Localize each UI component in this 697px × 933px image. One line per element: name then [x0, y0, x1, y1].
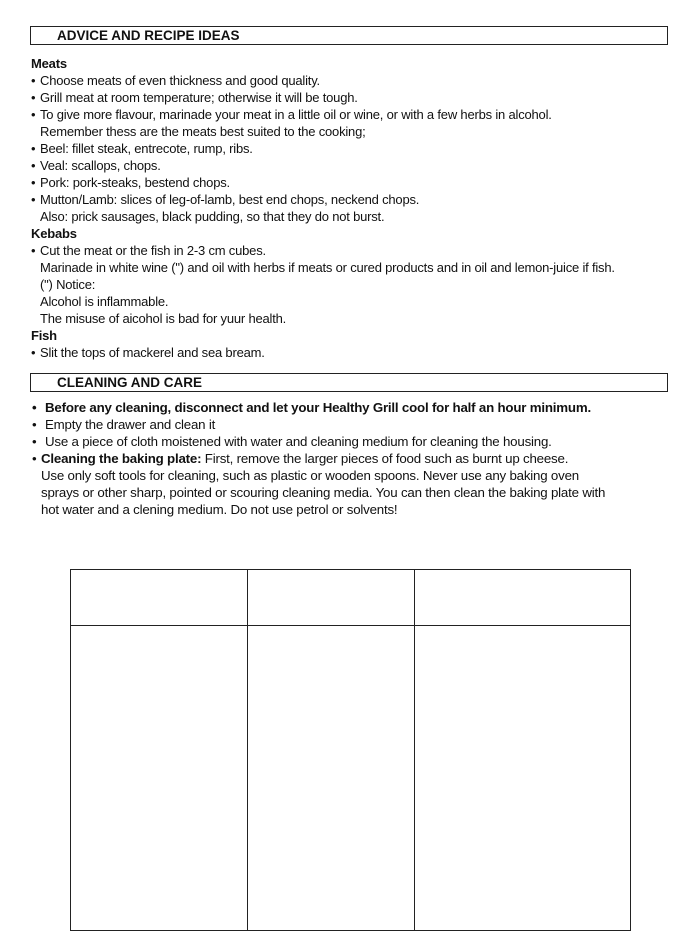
list-item: • Use a piece of cloth moistened with water and cleaning medium for cleaning the housing.: [32, 434, 552, 449]
kebabs-line: The misuse of aicohol is bad for yuur health.: [40, 311, 287, 326]
table-cell: [415, 626, 631, 931]
list-item-continuation: Use only soft tools for cleaning, such as plastic or wooden spoons. Never use any baking oven: [41, 468, 579, 483]
cleaning-section-header: [30, 373, 668, 392]
advice-section-header: [30, 26, 668, 45]
list-item: • Slit the tops of mackerel and sea bream.: [31, 345, 265, 360]
kebabs-line: Alcohol is inflammable.: [40, 294, 169, 309]
kebabs-line: Marinade in white wine (") and oil with herbs if meats or cured products and in oil and lemon-juice if fish.: [40, 260, 615, 275]
fish-title: Fish: [31, 328, 57, 343]
list-item: • Empty the drawer and clean it: [32, 417, 216, 432]
list-item-continuation: Also: prick sausages, black pudding, so that they do not burst.: [40, 209, 385, 224]
advice-header-text: ADVICE AND RECIPE IDEAS: [57, 28, 240, 43]
list-item-continuation: sprays or other sharp, pointed or scouring cleaning media. You can then clean the baking plate with: [41, 485, 606, 500]
list-item: • Veal: scallops, chops.: [31, 158, 161, 173]
kebabs-title: Kebabs: [31, 226, 77, 241]
table-cell: [415, 570, 631, 626]
cleaning-header-text: CLEANING AND CARE: [57, 375, 202, 390]
list-item: • Before any cleaning, disconnect and let your Healthy Grill cool for half an hour minimum.: [32, 400, 591, 415]
list-item: • Cut the meat or the fish in 2-3 cm cubes.: [31, 243, 266, 258]
table-cell: [71, 626, 248, 931]
table-cell: [71, 570, 248, 626]
list-item: • Cleaning the baking plate: First, remove the larger pieces of food such as burnt up cheese.: [32, 451, 569, 466]
table-row: [71, 626, 631, 931]
meats-title: Meats: [31, 56, 67, 71]
list-item: • Choose meats of even thickness and good quality.: [31, 73, 320, 88]
list-item: • Mutton/Lamb: slices of leg-of-lamb, best end chops, neckend chops.: [31, 192, 420, 207]
table-header-row: [71, 570, 631, 626]
empty-table: [70, 569, 631, 931]
table-cell: [248, 626, 415, 931]
list-item: • Grill meat at room temperature; otherwise it will be tough.: [31, 90, 358, 105]
list-item-continuation: Remember thess are the meats best suited to the cooking;: [40, 124, 366, 139]
list-item: • Pork: pork-steaks, bestend chops.: [31, 175, 230, 190]
list-item: • Beel: fillet steak, entrecote, rump, ribs.: [31, 141, 253, 156]
list-item-continuation: hot water and a clening medium. Do not use petrol or solvents!: [41, 502, 398, 517]
list-item: • To give more flavour, marinade your meat in a little oil or wine, or with a few herbs in alcohol.: [31, 107, 552, 122]
kebabs-line: (") Notice:: [40, 277, 96, 292]
cleaning-section: [32, 399, 682, 518]
table-cell: [248, 570, 415, 626]
advice-section: [31, 55, 681, 361]
